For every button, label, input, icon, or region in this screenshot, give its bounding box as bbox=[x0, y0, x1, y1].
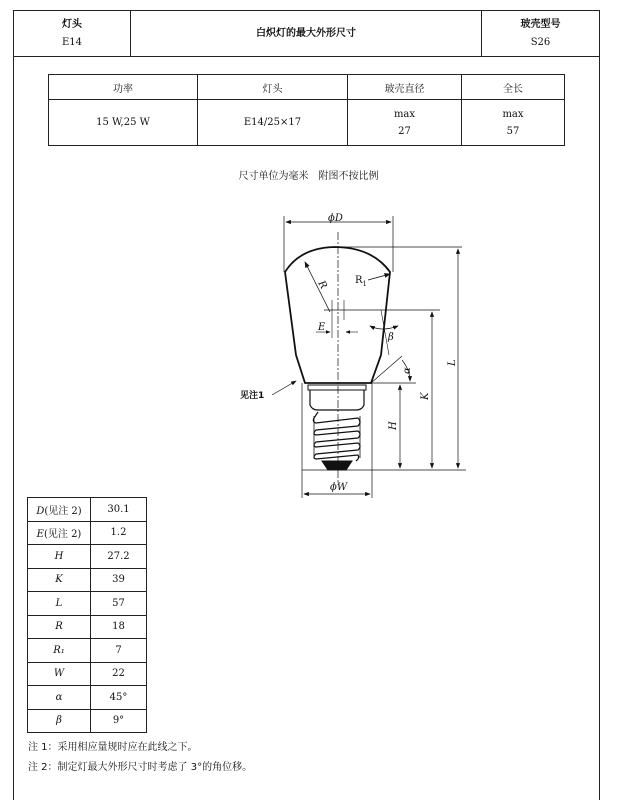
label-r: R bbox=[315, 279, 329, 292]
table-row: R 18 bbox=[28, 615, 147, 639]
table-row: E(见注 2) 1.2 bbox=[28, 521, 147, 545]
note-1: 注 1：采用相应量规时应在此线之下。 bbox=[28, 742, 198, 753]
note-2: 注 2：制定灯最大外形尺寸时考虑了 3°的角位移。 bbox=[28, 762, 253, 773]
diameter-qualifier: max bbox=[393, 108, 416, 120]
footnotes bbox=[28, 738, 252, 778]
table-row: L 57 bbox=[28, 592, 147, 616]
label-beta: β bbox=[388, 332, 394, 343]
table-row: D(见注 2) 30.1 bbox=[28, 498, 147, 522]
label-e: E bbox=[318, 322, 326, 333]
units-caption: 尺寸单位为毫米 附图不按比例 bbox=[238, 171, 379, 182]
table-row: β 9° bbox=[28, 709, 147, 733]
label-h: H bbox=[388, 421, 399, 430]
label-phi-d: ϕD bbox=[328, 213, 343, 224]
cap-label: 灯头 bbox=[62, 18, 82, 30]
parameter-table bbox=[27, 497, 147, 733]
label-alpha: α bbox=[402, 367, 413, 374]
length-value: 57 bbox=[506, 125, 520, 137]
table-row: K 39 bbox=[28, 568, 147, 592]
col-diameter: 玻壳直径 bbox=[348, 75, 462, 100]
label-r1: $R_1$ bbox=[355, 275, 367, 288]
table-row: W 22 bbox=[28, 662, 147, 686]
length-qualifier: max bbox=[502, 108, 524, 120]
cap-value: E14 bbox=[61, 36, 83, 48]
bulb-outline bbox=[285, 247, 390, 383]
label-l: L bbox=[447, 359, 458, 366]
power-value: 15 W,25 W bbox=[49, 100, 198, 146]
table-row: R₁ 7 bbox=[28, 639, 147, 663]
bulb-value: S26 bbox=[530, 36, 551, 48]
label-note-ref: 见注1 bbox=[240, 391, 265, 401]
table-row: α 45° bbox=[28, 686, 147, 710]
col-power: 功率 bbox=[49, 75, 198, 100]
col-cap: 灯头 bbox=[198, 75, 348, 100]
bulb-label: 玻壳型号 bbox=[520, 18, 561, 30]
table-row: H 27.2 bbox=[28, 545, 147, 569]
label-k: K bbox=[420, 392, 431, 400]
cap-value-cell: E14/25×17 bbox=[198, 100, 348, 146]
col-length: 全长 bbox=[462, 75, 565, 100]
document-title: 白炽灯的最大外形尺寸 bbox=[256, 27, 356, 39]
label-phi-w: ϕW bbox=[330, 482, 348, 493]
diameter-value: 27 bbox=[398, 125, 411, 137]
